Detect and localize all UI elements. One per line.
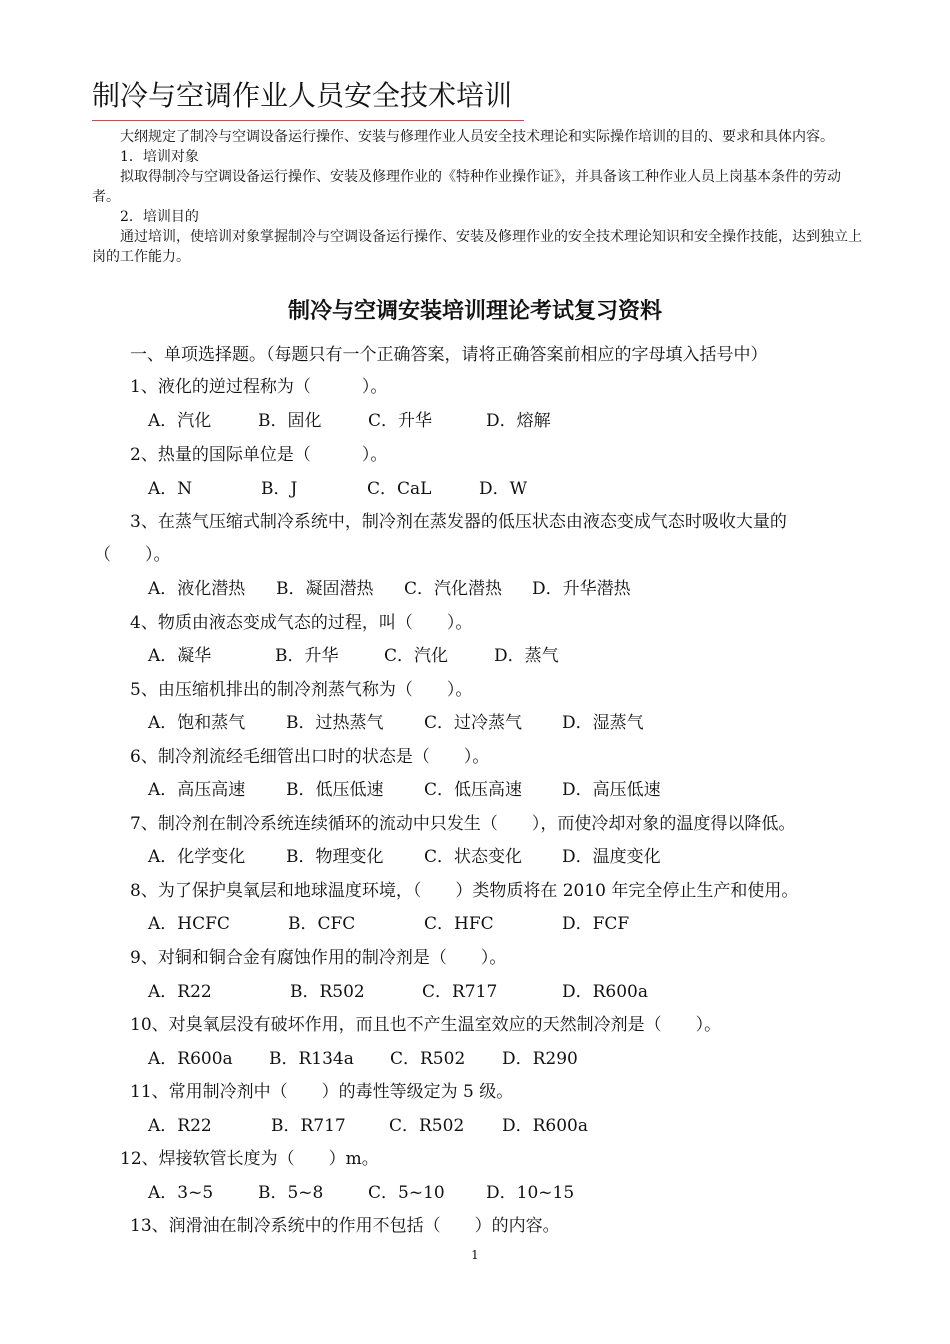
option: C．过冷蒸气 [424,713,523,733]
question-text: 4、物质由液态变成气态的过程，叫（ ）。 [130,613,473,633]
question-text: 8、为了保护臭氧层和地球温度环境，（ ）类物质将在 2010 年完全停止生产和使用。 [130,881,799,901]
option: D．R290 [502,1049,578,1069]
option: D．湿蒸气 [562,713,644,733]
option: A．R22 [148,1116,212,1136]
option: D．高压低速 [562,780,661,800]
option: C．CaL [367,479,432,499]
option: D．R600a [562,982,649,1002]
option: B．R502 [290,982,365,1002]
option: A．汽化 [148,411,212,431]
exam-heading: 制冷与空调安装培训理论考试复习资料 [287,299,662,324]
option: B．升华 [275,646,339,666]
question-text: 9、对铜和铜合金有腐蚀作用的制冷剂是（ ）。 [130,948,507,968]
option: C．升华 [368,411,433,431]
question-options [148,777,661,803]
option: D．W [479,479,528,499]
question-text: 6、制冷剂流经毛细管出口时的状态是（ ）。 [130,747,490,767]
question-options [148,911,629,937]
question-options [148,408,551,434]
option: D．R600a [502,1116,589,1136]
option: B．物理变化 [286,847,384,867]
option: C．R502 [389,1116,465,1136]
option: B．低压低速 [286,780,384,800]
option: D．蒸气 [494,646,559,666]
option: A．化学变化 [148,847,246,867]
question-options [148,979,648,1005]
option: D．升华潜热 [532,579,631,599]
option: A．N [148,479,193,499]
intro-paragraph: 大纲规定了制冷与空调设备运行操作、安装与修理作业人员安全技术理论和实际操作培训的目的、要求和具体内容。 [120,129,834,145]
question-options [148,1180,574,1206]
option: B．J [261,479,298,499]
intro-paragraph: 拟取得制冷与空调设备运行操作、安装及修理作业的《特种作业操作证》，并具备该工种作业人员上岗基本条件的劳动者。 [92,169,841,205]
option: D．温度变化 [562,847,661,867]
title-underline [92,120,524,121]
option: A．R600a [148,1049,233,1069]
option: C．状态变化 [424,847,523,867]
option: C．5~10 [368,1183,445,1203]
question-options [148,476,527,502]
document-title: 制冷与空调作业人员安全技术培训 [92,79,513,112]
question-text: 13、润滑油在制冷系统中的作用不包括（ ）的内容。 [130,1216,560,1236]
question-options [148,844,661,870]
question-options [148,1113,588,1139]
option: B．凝固潜热 [276,579,374,599]
question-text-continued: （ ）。 [94,545,171,565]
option: D．熔解 [486,411,551,431]
option: A．液化潜热 [148,579,246,599]
option: B．5~8 [258,1183,324,1203]
option: B．固化 [258,411,322,431]
option: C．R502 [390,1049,466,1069]
option: A．HCFC [148,914,230,934]
option: D．10~15 [486,1183,575,1203]
option: B．CFC [288,914,356,934]
option: A．凝华 [148,646,212,666]
section-instruction: 一、单项选择题。（每题只有一个正确答案，请将正确答案前相应的字母填入括号中） [130,345,768,365]
section-label-training-target: 1．培训对象 [120,149,199,165]
option: C．低压高速 [424,780,523,800]
option: A．R22 [148,982,212,1002]
option: B．过热蒸气 [286,713,384,733]
question-text: 5、由压缩机排出的制冷剂蒸气称为（ ）。 [130,680,473,700]
option: D．FCF [562,914,630,934]
question-options [148,643,559,669]
option: B．R717 [271,1116,346,1136]
option: C．R717 [422,982,498,1002]
question-options [148,576,631,602]
question-text: 2、热量的国际单位是（ ）。 [130,445,388,465]
option: A．3~5 [148,1183,214,1203]
option: C．HFC [424,914,494,934]
question-text: 11、常用制冷剂中（ ）的毒性等级定为 5 级。 [130,1082,514,1102]
option: C．汽化 [384,646,449,666]
question-text: 10、对臭氧层没有破坏作用，而且也不产生温室效应的天然制冷剂是（ ）。 [130,1015,722,1035]
option: A．高压高速 [148,780,246,800]
option: B．R134a [269,1049,354,1069]
question-text: 1、液化的逆过程称为（ ）。 [130,377,388,397]
question-text: 3、在蒸气压缩式制冷系统中，制冷剂在蒸发器的低压状态由液态变成气态时吸收大量的 [130,512,787,532]
question-options [148,710,644,736]
intro-paragraph: 通过培训，使培训对象掌握制冷与空调设备运行操作、安装及修理作业的安全技术理论知识和安全操作技能，达到独立上岗的工作能力。 [92,229,862,265]
option: C．汽化潜热 [404,579,503,599]
page-number: 1 [471,1248,479,1262]
question-text: 7、制冷剂在制冷系统连续循环的流动中只发生（ ），而使冷却对象的温度得以降低。 [130,814,796,834]
section-label-training-purpose: 2．培训目的 [120,209,199,225]
option: A．饱和蒸气 [148,713,246,733]
question-options [148,1046,578,1072]
intro-block [92,127,862,267]
question-text: 12、焊接软管长度为（ ）m。 [120,1149,379,1169]
